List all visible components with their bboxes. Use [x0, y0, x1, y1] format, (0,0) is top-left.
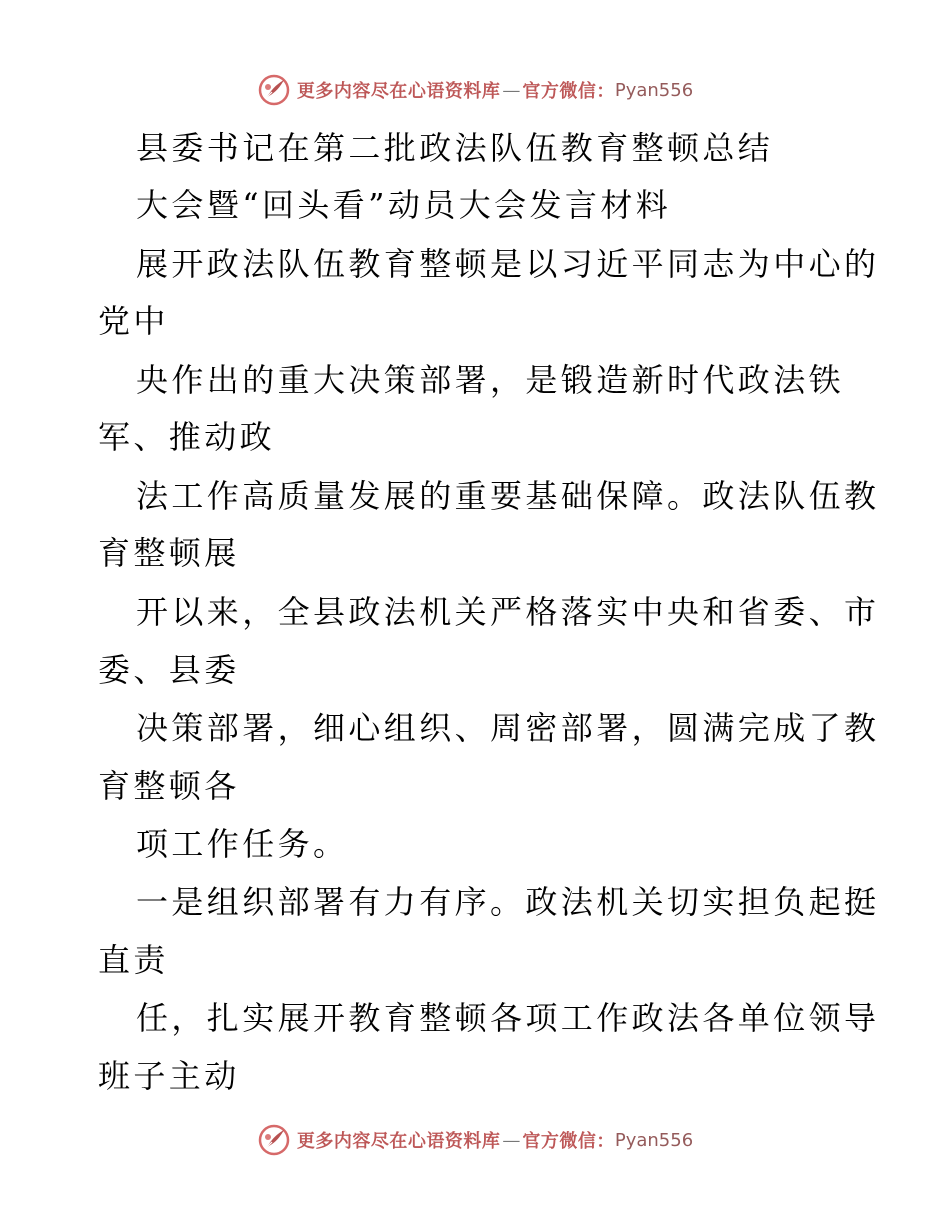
watermark-site-text: 更多内容尽在心语资料库 [296, 81, 501, 102]
paragraph-line: 班子主动 [98, 1057, 240, 1095]
paragraph-line: 央作出的重大决策部署，是锻造新时代政法铁 [136, 361, 845, 399]
feather-pen-logo-icon [257, 73, 291, 107]
paragraph-line: 法工作高质量发展的重要基础保障。政法队伍教 [136, 477, 880, 515]
watermark-wechat-label: 官方微信： [522, 81, 615, 102]
paragraph-line: 任，扎实展开教育整顿各项工作政法各单位领导 [136, 999, 880, 1037]
footer-watermark [0, 1120, 950, 1160]
doc-title-line-2: 大会暨“回头看”动员大会发言材料 [136, 186, 672, 224]
feather-pen-logo-icon [257, 1123, 291, 1157]
watermark-separator: — [502, 79, 521, 101]
watermark-wechat-label: 官方微信： [522, 1131, 615, 1152]
watermark-separator: — [502, 1129, 521, 1151]
doc-title-line-1: 县委书记在第二批政法队伍教育整顿总结 [136, 129, 774, 167]
paragraph-line: 展开政法队伍教育整顿是以习近平同志为中心的 [136, 245, 880, 283]
paragraph-line: 委、县委 [98, 651, 240, 689]
paragraph-line: 直责 [98, 941, 169, 979]
paragraph-line: 育整顿各 [98, 767, 240, 805]
paragraph-line: 军、推动政 [98, 418, 276, 456]
watermark-account: Pyan556 [614, 79, 694, 101]
paragraph-line: 决策部署，细心组织、周密部署，圆满完成了教 [136, 709, 880, 747]
header-watermark [0, 70, 950, 110]
paragraph-line: 一是组织部署有力有序。政法机关切实担负起挺 [136, 883, 880, 921]
watermark-site-text: 更多内容尽在心语资料库 [296, 1131, 501, 1152]
paragraph-line: 党中 [98, 302, 169, 340]
paragraph-line: 开以来，全县政法机关严格落实中央和省委、市 [136, 593, 880, 631]
watermark-account: Pyan556 [614, 1129, 694, 1151]
paragraph-line: 项工作任务。 [136, 825, 349, 863]
paragraph-line: 育整顿展 [98, 534, 240, 572]
